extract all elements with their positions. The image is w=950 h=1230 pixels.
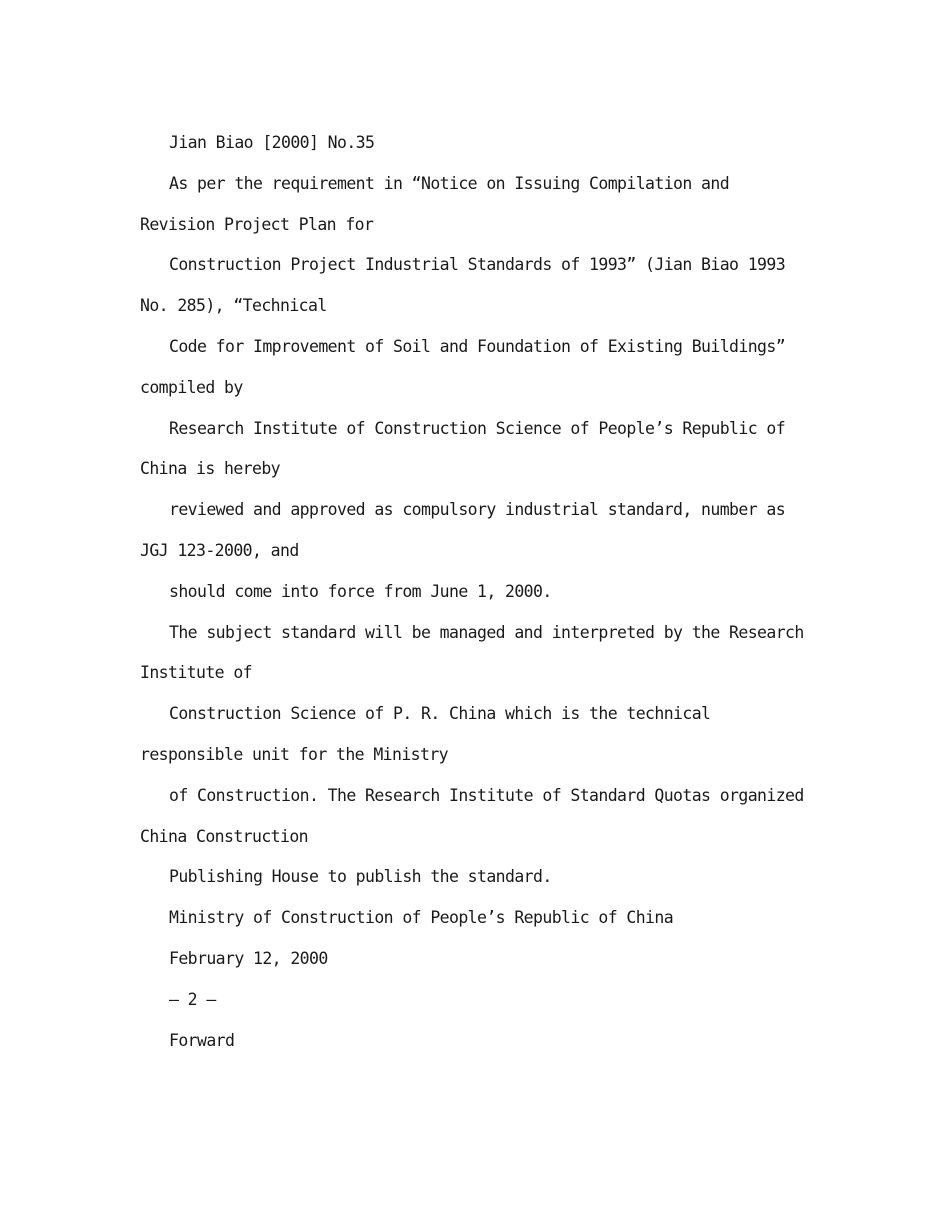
- document-number: Jian Biao [2000] No.35: [169, 133, 375, 152]
- issuing-authority: Ministry of Construction of People’s Republic of China: [169, 908, 674, 928]
- paragraph-line: Construction Science of P. R. China which is the technical: [169, 704, 711, 724]
- paragraph-line: Institute of: [140, 663, 253, 683]
- document-body: [140, 123, 820, 1061]
- paragraph-line: Construction Project Industrial Standards of 1993” (Jian Biao 1993: [169, 255, 786, 275]
- paragraph-line: should come into force from June 1, 2000.: [169, 581, 552, 601]
- paragraph-line: Revision Project Plan for: [140, 214, 374, 234]
- paragraph-line: The subject standard will be managed and interpreted by the Research: [169, 622, 804, 642]
- paragraph-line: As per the requirement in “Notice on Issuing Compilation and: [169, 173, 730, 193]
- paragraph-line: JGJ 123-2000, and: [140, 540, 299, 560]
- paragraph-line: compiled by: [140, 377, 243, 397]
- paragraph-line: Code for Improvement of Soil and Foundation of Existing Buildings”: [169, 336, 786, 356]
- issue-date: February 12, 2000: [169, 948, 328, 968]
- paragraph-line: China is hereby: [140, 459, 281, 479]
- paragraph-line: No. 285), “Technical: [140, 296, 327, 316]
- paragraph-line: Research Institute of Construction Science of People’s Republic of: [169, 418, 786, 438]
- paragraph-line: of Construction. The Research Institute of Standard Quotas organized: [169, 785, 804, 805]
- paragraph-line: Publishing House to publish the standard.: [169, 867, 552, 887]
- paragraph-line: China Construction: [140, 826, 309, 846]
- paragraph-line: responsible unit for the Ministry: [140, 744, 449, 764]
- paragraph-line: reviewed and approved as compulsory industrial standard, number as: [169, 500, 786, 520]
- section-heading: Forward: [169, 1030, 235, 1050]
- page-number: — 2 —: [169, 989, 216, 1009]
